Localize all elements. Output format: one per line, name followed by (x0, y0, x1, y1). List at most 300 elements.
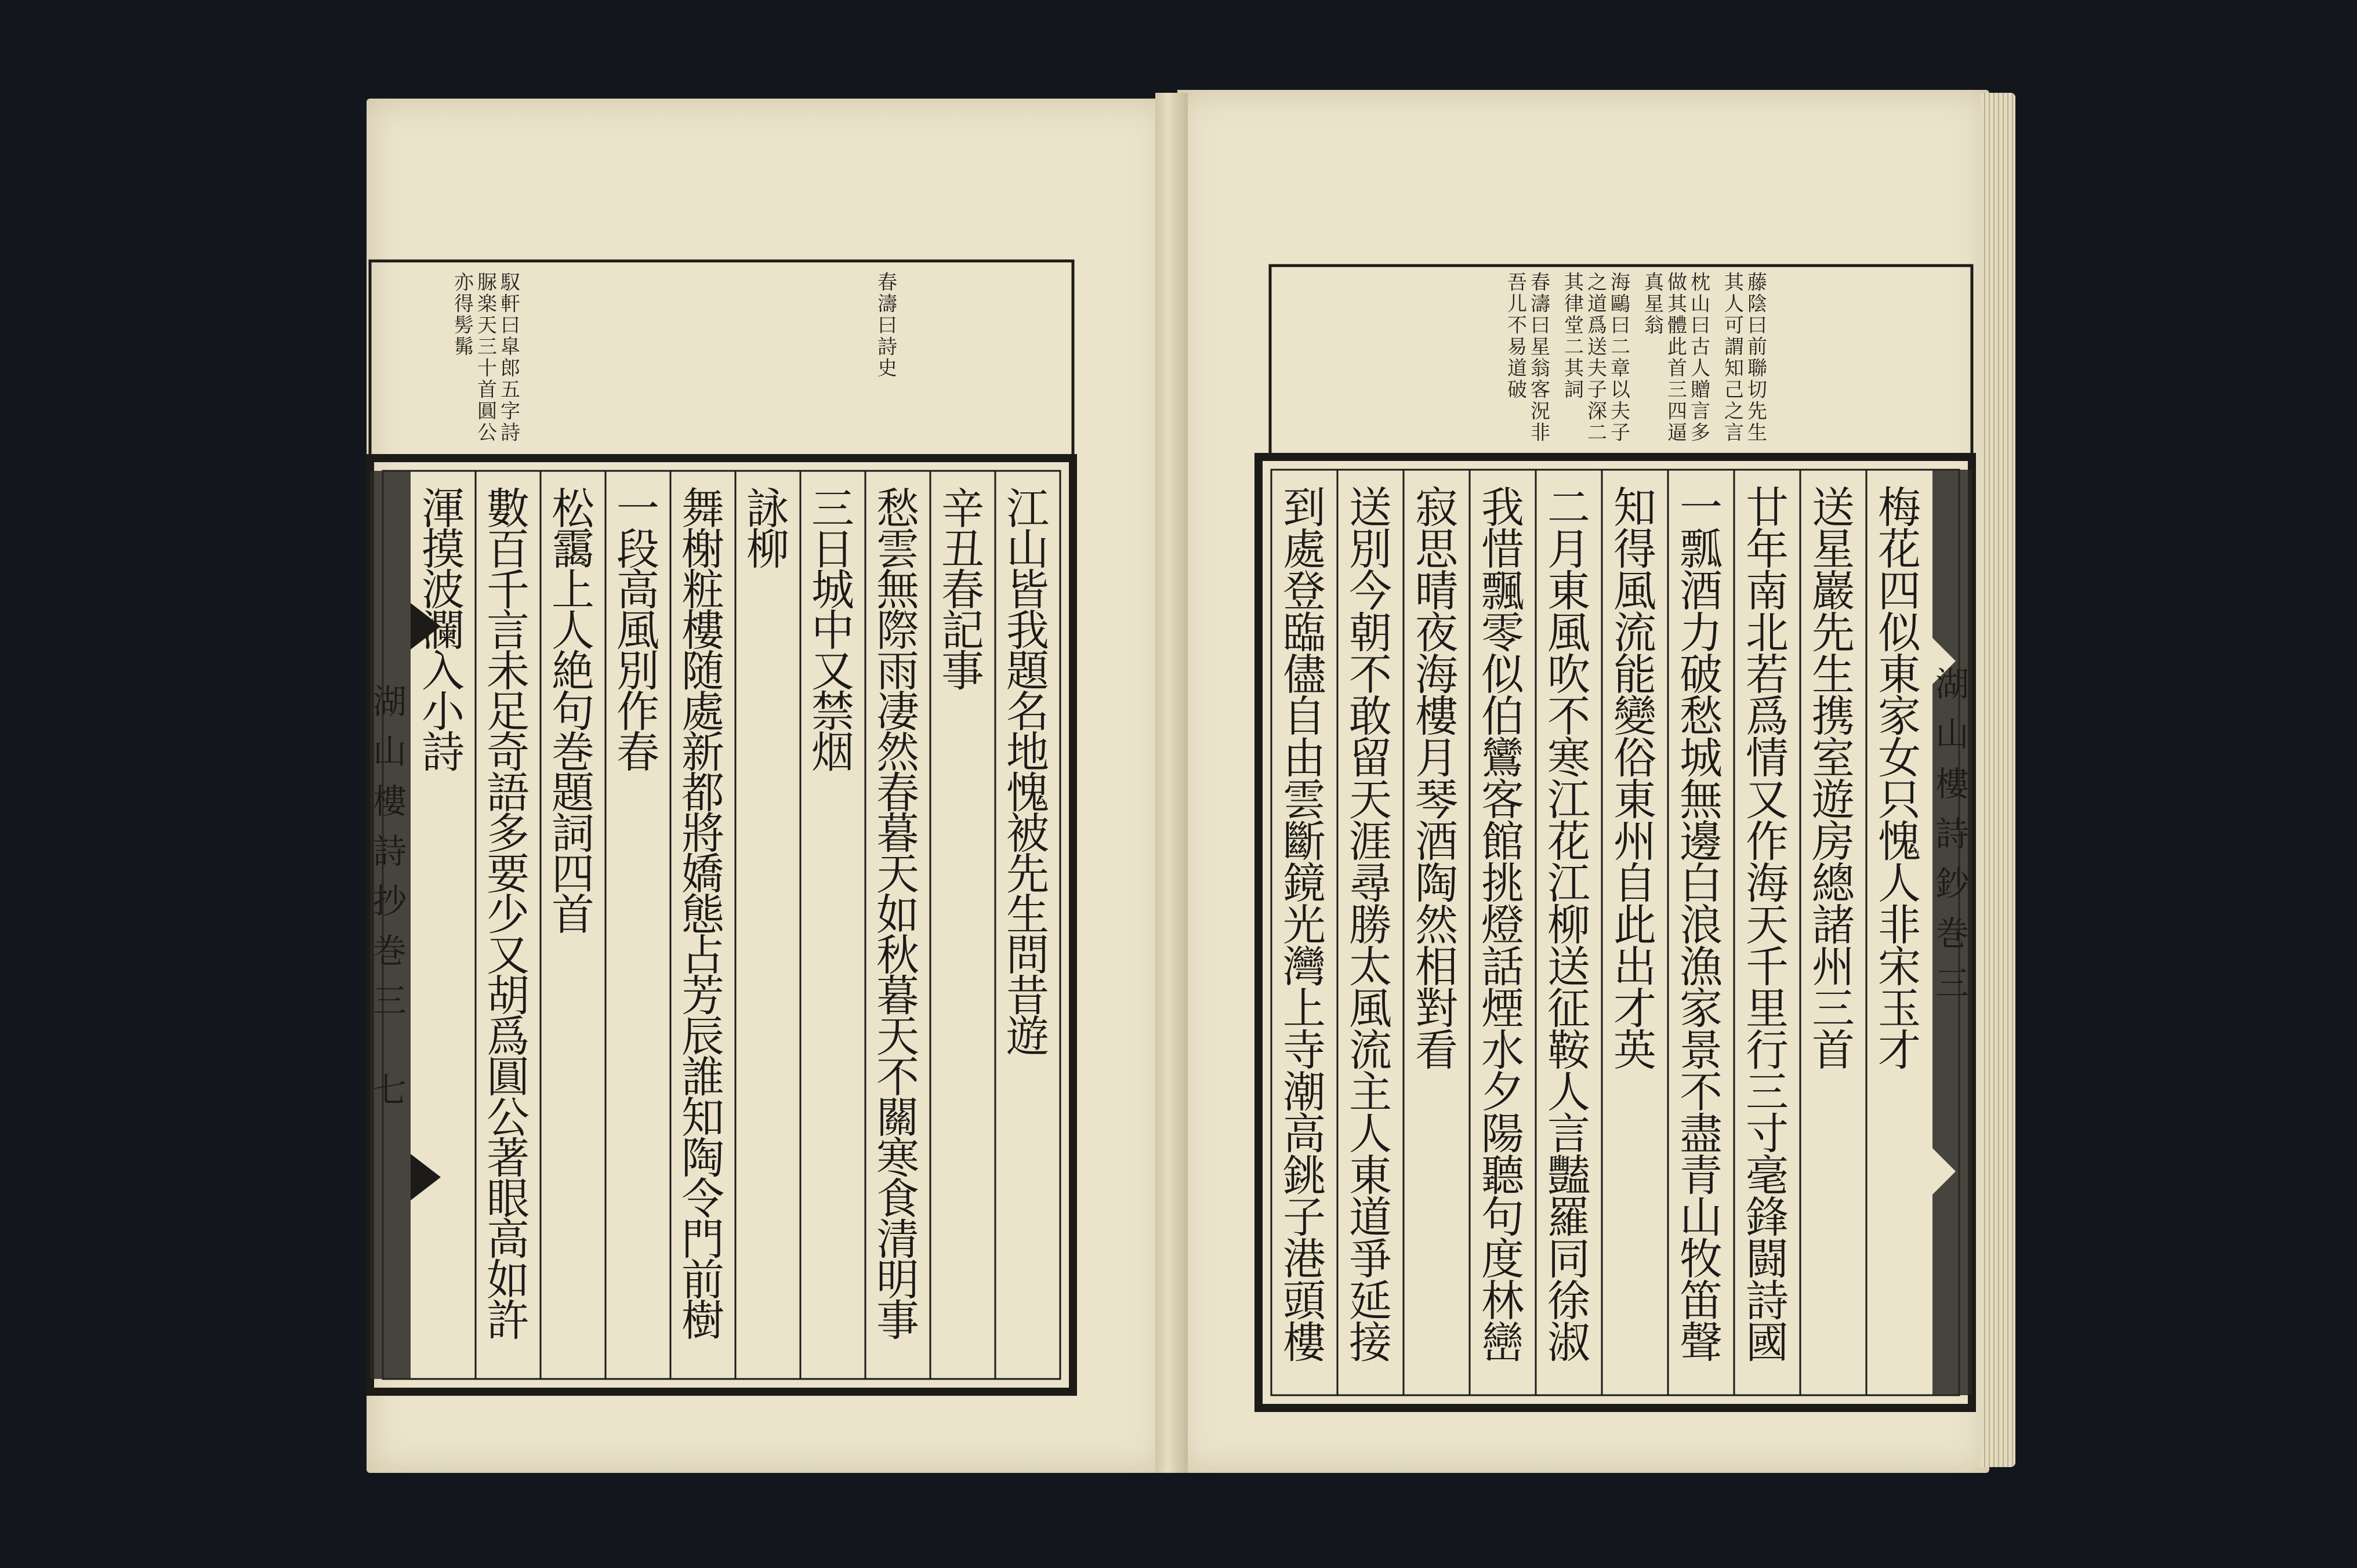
column-character: 巻 (552, 727, 594, 778)
column-character: 作 (617, 687, 659, 737)
note-character: 其 (1564, 271, 1584, 295)
note-character: 況 (1531, 400, 1550, 423)
note-character: 律 (1564, 292, 1584, 316)
column-character: 題 (1006, 646, 1049, 696)
column-character: 聲 (1680, 1317, 1723, 1368)
column-character: 公 (487, 1092, 530, 1143)
fold-title-character: 抄 (372, 881, 407, 921)
column-character: 人 (1547, 1067, 1590, 1117)
column-character: 柳 (746, 524, 789, 575)
column-character: 粧 (681, 565, 724, 615)
column-character: 人 (1349, 1109, 1392, 1159)
fold-title-character: 巻 (372, 931, 407, 971)
column-character: 不 (1680, 1067, 1723, 1117)
text-column (746, 484, 789, 575)
column-character: 鋒 (1746, 1192, 1789, 1243)
column-character: 辛 (941, 484, 984, 534)
note-character: 言 (1691, 400, 1710, 423)
note-character: 十 (477, 357, 497, 380)
column-character: 誰 (681, 1052, 724, 1102)
note-character: 首 (477, 378, 497, 402)
note-character: 體 (1667, 314, 1687, 337)
column-character: 生 (1006, 890, 1049, 940)
note-character: 枕 (1691, 271, 1710, 295)
column-character: 東 (1349, 1150, 1392, 1201)
column-character: 山 (1680, 1192, 1723, 1243)
column-character: 室 (1812, 733, 1855, 783)
column-character: 只 (1878, 775, 1921, 825)
column-character: 記 (941, 605, 984, 656)
note-character: 軒 (501, 292, 520, 316)
note-character: 天 (477, 314, 497, 337)
column-character: 牧 (1680, 1234, 1723, 1284)
column-character: 上 (1283, 983, 1326, 1034)
note-character: 春 (1531, 271, 1550, 295)
column-character: 出 (1613, 942, 1656, 992)
header-note (454, 271, 520, 445)
header-note (1644, 271, 1710, 445)
column-character: 江 (1547, 775, 1590, 825)
note-character: 二 (1587, 421, 1607, 445)
note-character: 其 (1667, 292, 1687, 316)
column-character: 飄 (1481, 566, 1524, 616)
column-character: 奇 (487, 727, 530, 778)
column-character: 秋 (876, 930, 919, 981)
column-character: 得 (1613, 524, 1656, 575)
column-character: 一 (1680, 482, 1723, 533)
text-column (1613, 483, 1656, 1076)
column-character: 夕 (1481, 1067, 1524, 1117)
column-character: 爲 (1746, 691, 1789, 742)
note-character: 真 (1644, 271, 1664, 295)
column-character: 知 (1613, 482, 1656, 533)
header-note (1564, 271, 1631, 445)
column-character: 浪 (1680, 900, 1723, 950)
column-character: 先 (1006, 849, 1049, 899)
column-character: 主 (1349, 1067, 1392, 1117)
column-character: 我 (1481, 482, 1524, 533)
column-character: 風 (1547, 608, 1590, 658)
note-character: 五 (501, 378, 520, 402)
column-character: 羅 (1547, 1192, 1590, 1243)
column-character: 前 (681, 1255, 724, 1305)
note-character: 子 (1587, 378, 1607, 402)
column-character: 東 (1613, 775, 1656, 825)
column-character: 首 (1812, 1025, 1855, 1076)
note-character: 曰 (1531, 314, 1550, 337)
note-character: 做 (1667, 271, 1687, 295)
column-character: 看 (1415, 1025, 1458, 1076)
header-note (1724, 271, 1768, 445)
column-character: 然 (876, 727, 919, 778)
note-character: 翁 (1644, 314, 1664, 337)
column-character: 星 (1812, 524, 1855, 575)
text-column (1349, 483, 1393, 1368)
column-character: 名 (1006, 687, 1049, 737)
column-character: 英 (1613, 1025, 1656, 1076)
column-character: 豔 (1547, 1150, 1590, 1201)
column-character: 詞 (552, 808, 594, 859)
note-character: 切 (1747, 378, 1767, 402)
column-character: 態 (681, 890, 724, 940)
note-character: 其 (1564, 357, 1584, 380)
column-character: 樓 (681, 605, 724, 656)
column-character: 銚 (1283, 1150, 1326, 1201)
column-character: 若 (1746, 649, 1789, 700)
note-character: 客 (1531, 378, 1550, 402)
column-character: 皆 (1006, 565, 1049, 615)
column-character: 要 (487, 849, 530, 899)
text-column (487, 484, 530, 1346)
column-character: 陶 (1415, 858, 1458, 909)
text-column (422, 484, 466, 778)
note-character: 三 (477, 335, 497, 359)
column-character: 靄 (552, 524, 594, 575)
column-character: 知 (681, 1092, 724, 1143)
column-character: 宋 (1878, 942, 1921, 992)
column-character: 許 (487, 1295, 530, 1346)
note-character: 濤 (877, 292, 897, 316)
note-character: 儿 (1507, 292, 1527, 316)
column-character: 愁 (876, 484, 919, 534)
column-character: 都 (681, 768, 724, 818)
column-character: 暮 (876, 808, 919, 859)
left-fold-title (373, 682, 408, 1021)
column-character: 登 (1283, 566, 1326, 616)
text-column (1878, 483, 1922, 1076)
note-character: 可 (1724, 314, 1744, 337)
column-character: 無 (1680, 775, 1723, 825)
note-character: 謂 (1724, 335, 1744, 359)
column-character: 如 (876, 890, 919, 940)
column-character: 又 (487, 930, 530, 981)
column-character: 高 (487, 1214, 530, 1265)
note-character: 首 (1667, 357, 1687, 380)
column-character: 胡 (487, 971, 530, 1021)
column-character: 遊 (1812, 775, 1855, 825)
column-character: 又 (811, 646, 854, 696)
column-character: 陽 (1481, 1109, 1524, 1159)
column-character: 水 (1481, 1025, 1524, 1076)
column-character: 諸 (1812, 900, 1855, 950)
column-character: 日 (811, 524, 854, 575)
column-character: 白 (1680, 858, 1723, 909)
column-character: 丑 (941, 524, 984, 575)
column-character: 言 (487, 605, 530, 656)
column-character: 段 (617, 524, 659, 575)
note-character: 得 (454, 292, 474, 316)
column-character: 景 (1680, 1025, 1723, 1076)
column-character: 我 (1006, 605, 1049, 656)
column-character: 語 (487, 768, 530, 818)
column-character: 送 (1349, 482, 1392, 533)
column-character: 不 (1349, 649, 1392, 700)
note-character: 送 (1587, 335, 1607, 359)
column-character: 敢 (1349, 691, 1392, 742)
note-character: 人 (1691, 357, 1710, 380)
note-character: 夫 (1611, 400, 1630, 423)
column-character: 春 (617, 727, 659, 778)
column-character: 送 (1547, 942, 1590, 992)
column-character: 將 (681, 808, 724, 859)
column-character: 自 (1283, 691, 1326, 742)
column-character: 挑 (1481, 858, 1524, 909)
column-character: 今 (1349, 566, 1392, 616)
column-character: 松 (552, 484, 594, 534)
column-character: 里 (1746, 983, 1789, 1034)
column-character: 潮 (1283, 1067, 1326, 1117)
column-character: 題 (552, 768, 594, 818)
text-column (811, 484, 854, 778)
column-character: 數 (487, 484, 530, 534)
note-character: 楽 (477, 292, 497, 316)
column-character: 春 (876, 768, 919, 818)
column-character: 花 (1878, 524, 1921, 575)
column-character: 家 (1680, 983, 1723, 1034)
note-character: 聯 (1747, 357, 1767, 380)
column-character: 寒 (876, 1133, 919, 1184)
column-character: 淑 (1547, 1317, 1590, 1368)
column-character: 雨 (876, 646, 919, 696)
column-character: 煙 (1481, 983, 1524, 1034)
column-character: 對 (1415, 983, 1458, 1034)
note-character: 堂 (1564, 314, 1584, 337)
column-character: 女 (1878, 733, 1921, 783)
column-character: 事 (876, 1295, 919, 1346)
column-character: 愧 (1878, 816, 1921, 867)
column-character: 似 (1878, 608, 1921, 658)
fold-title-character: 詩 (372, 832, 407, 871)
column-character: 高 (1283, 1109, 1326, 1159)
column-character: 鏡 (1283, 858, 1326, 909)
column-character: 天 (1746, 900, 1789, 950)
note-character: 皐 (501, 335, 520, 359)
column-character: 天 (876, 1011, 919, 1062)
text-column (552, 484, 596, 940)
column-character: 問 (1006, 930, 1049, 981)
column-character: 行 (1746, 1025, 1789, 1076)
column-character: 如 (487, 1255, 530, 1305)
column-character: 詠 (746, 484, 789, 534)
column-character: 梅 (1878, 482, 1921, 533)
column-character: 相 (1415, 942, 1458, 992)
fold-title-character: 樓 (1935, 764, 1970, 804)
column-character: 自 (1613, 858, 1656, 909)
left-fold-strip (370, 471, 411, 1379)
column-character: 留 (1349, 733, 1392, 783)
note-character: 前 (1747, 335, 1767, 359)
column-character: 眼 (487, 1174, 530, 1224)
note-character: 易 (1507, 335, 1527, 359)
note-character: 二 (1611, 335, 1630, 359)
note-character: 三 (1667, 378, 1687, 402)
text-column (1547, 483, 1591, 1368)
note-character: 生 (1747, 421, 1767, 445)
column-character: 句 (1481, 1192, 1524, 1243)
column-character: 林 (1481, 1276, 1524, 1326)
note-character: 爲 (1587, 314, 1607, 337)
note-character: 二 (1564, 335, 1584, 359)
column-character: 雲 (1283, 775, 1326, 825)
note-character: 知 (1724, 357, 1744, 380)
column-character: 南 (1746, 566, 1789, 616)
column-character: 琴 (1415, 775, 1458, 825)
note-character: 道 (1587, 292, 1607, 316)
header-note (1507, 271, 1550, 445)
column-character: 占 (681, 930, 724, 981)
note-character: 四 (1667, 400, 1687, 423)
column-character: 寺 (1283, 1025, 1326, 1076)
column-character: 渾 (422, 484, 465, 534)
column-character: 邊 (1680, 816, 1723, 867)
note-character: 曰 (877, 314, 897, 337)
column-character: 千 (487, 565, 530, 615)
column-character: 愁 (1680, 691, 1723, 742)
column-character: 晴 (1415, 566, 1458, 616)
fold-title-character: 湖 (1935, 665, 1970, 704)
column-character: 思 (1415, 524, 1458, 575)
column-character: 港 (1283, 1234, 1326, 1284)
column-character: 別 (617, 646, 659, 696)
column-character: 年 (1746, 524, 1789, 575)
column-character: 凄 (876, 687, 919, 737)
column-character: 能 (1613, 649, 1656, 700)
column-character: 徐 (1547, 1276, 1590, 1326)
column-character: 才 (1878, 1025, 1921, 1076)
column-character: 舞 (681, 484, 724, 534)
column-character: 子 (1283, 1192, 1326, 1243)
note-character: 曰 (1611, 314, 1630, 337)
column-character: 瓢 (1680, 524, 1723, 575)
column-character: 灣 (1283, 942, 1326, 992)
note-character: 詩 (877, 335, 897, 359)
note-character: 字 (501, 400, 520, 423)
column-character: 海 (1746, 858, 1789, 909)
fold-title-character: 樓 (372, 782, 407, 821)
column-character: 此 (1613, 900, 1656, 950)
note-character: 之 (1587, 271, 1607, 295)
column-character: 圓 (487, 1052, 530, 1102)
column-character: 零 (1481, 608, 1524, 658)
column-character: 三 (811, 484, 854, 534)
text-column (1415, 483, 1459, 1076)
text-column (1680, 483, 1724, 1368)
note-character: 深 (1587, 400, 1607, 423)
column-character: 千 (1746, 942, 1789, 992)
column-character: 處 (1283, 524, 1326, 575)
column-character: 絶 (552, 646, 594, 696)
column-character: 客 (1481, 775, 1524, 825)
note-character: 夫 (1587, 357, 1607, 380)
note-character: 不 (1507, 314, 1527, 337)
column-character: 房 (1812, 816, 1855, 867)
column-character: 榭 (681, 524, 724, 575)
column-character: 俗 (1613, 733, 1656, 783)
column-character: 詩 (422, 727, 465, 778)
column-character: 天 (1349, 775, 1392, 825)
note-character: 馭 (501, 271, 520, 295)
column-character: 地 (1006, 727, 1049, 778)
column-character: 令 (681, 1174, 724, 1224)
column-character: 青 (1680, 1150, 1723, 1201)
fold-title-character: 三 (372, 981, 407, 1021)
note-character: 破 (1507, 378, 1527, 402)
note-character: 之 (1724, 400, 1744, 423)
column-character: 首 (552, 890, 594, 940)
column-character: 上 (552, 565, 594, 615)
column-character: 一 (617, 484, 659, 534)
column-character: 小 (422, 687, 465, 737)
note-character: 曰 (1691, 314, 1710, 337)
column-character: 先 (1812, 608, 1855, 658)
column-character: 光 (1283, 900, 1326, 950)
column-character: 作 (1746, 816, 1789, 867)
column-character: 伯 (1481, 691, 1524, 742)
note-character: 此 (1667, 335, 1687, 359)
column-character: 入 (422, 646, 465, 696)
column-character: 尋 (1349, 858, 1392, 909)
column-character: 城 (811, 565, 854, 615)
column-character: 四 (1878, 566, 1921, 616)
column-character: 斷 (1283, 816, 1326, 867)
note-character: 海 (1611, 271, 1630, 295)
note-character: 春 (877, 271, 897, 295)
column-character: 情 (1746, 733, 1789, 783)
column-character: 州 (1812, 942, 1855, 992)
note-character: 詩 (501, 421, 520, 445)
column-character: 樹 (681, 1295, 724, 1346)
note-character: 藤 (1747, 271, 1767, 295)
column-character: 暮 (876, 971, 919, 1021)
column-character: 高 (617, 565, 659, 615)
column-character: 力 (1680, 608, 1723, 658)
column-character: 才 (1613, 983, 1656, 1034)
column-character: 酒 (1680, 566, 1723, 616)
column-character: 又 (1746, 775, 1789, 825)
column-character: 家 (1878, 691, 1921, 742)
column-character: 夜 (1415, 608, 1458, 658)
column-character: 總 (1812, 858, 1855, 909)
text-column (681, 484, 725, 1346)
column-character: 清 (876, 1214, 919, 1265)
column-character: 随 (681, 646, 724, 696)
note-character: 章 (1611, 357, 1630, 380)
note-character: 山 (1691, 292, 1710, 316)
text-column (1481, 483, 1526, 1368)
column-character: 風 (1613, 566, 1656, 616)
column-character: 少 (487, 890, 530, 940)
column-character: 北 (1746, 608, 1789, 658)
column-character: 吹 (1547, 649, 1590, 700)
column-character: 燈 (1481, 900, 1524, 950)
column-character: 道 (1349, 1192, 1392, 1243)
column-character: 天 (876, 849, 919, 899)
column-character: 臨 (1283, 608, 1326, 658)
note-character: 脲 (477, 271, 497, 295)
column-character: 事 (941, 646, 984, 696)
column-character: 漁 (1680, 942, 1723, 992)
column-character: 波 (422, 565, 465, 615)
column-character: 携 (1812, 691, 1855, 742)
column-character: 昔 (1006, 971, 1049, 1021)
column-character: 新 (681, 727, 724, 778)
fold-title-character: 鈔 (1935, 864, 1970, 903)
note-character: 星 (1644, 292, 1664, 316)
column-character: 盡 (1680, 1109, 1723, 1159)
column-character: 度 (1481, 1234, 1524, 1284)
column-character: 遊 (1006, 1011, 1049, 1062)
fold-title-character: 巻 (1935, 914, 1970, 953)
